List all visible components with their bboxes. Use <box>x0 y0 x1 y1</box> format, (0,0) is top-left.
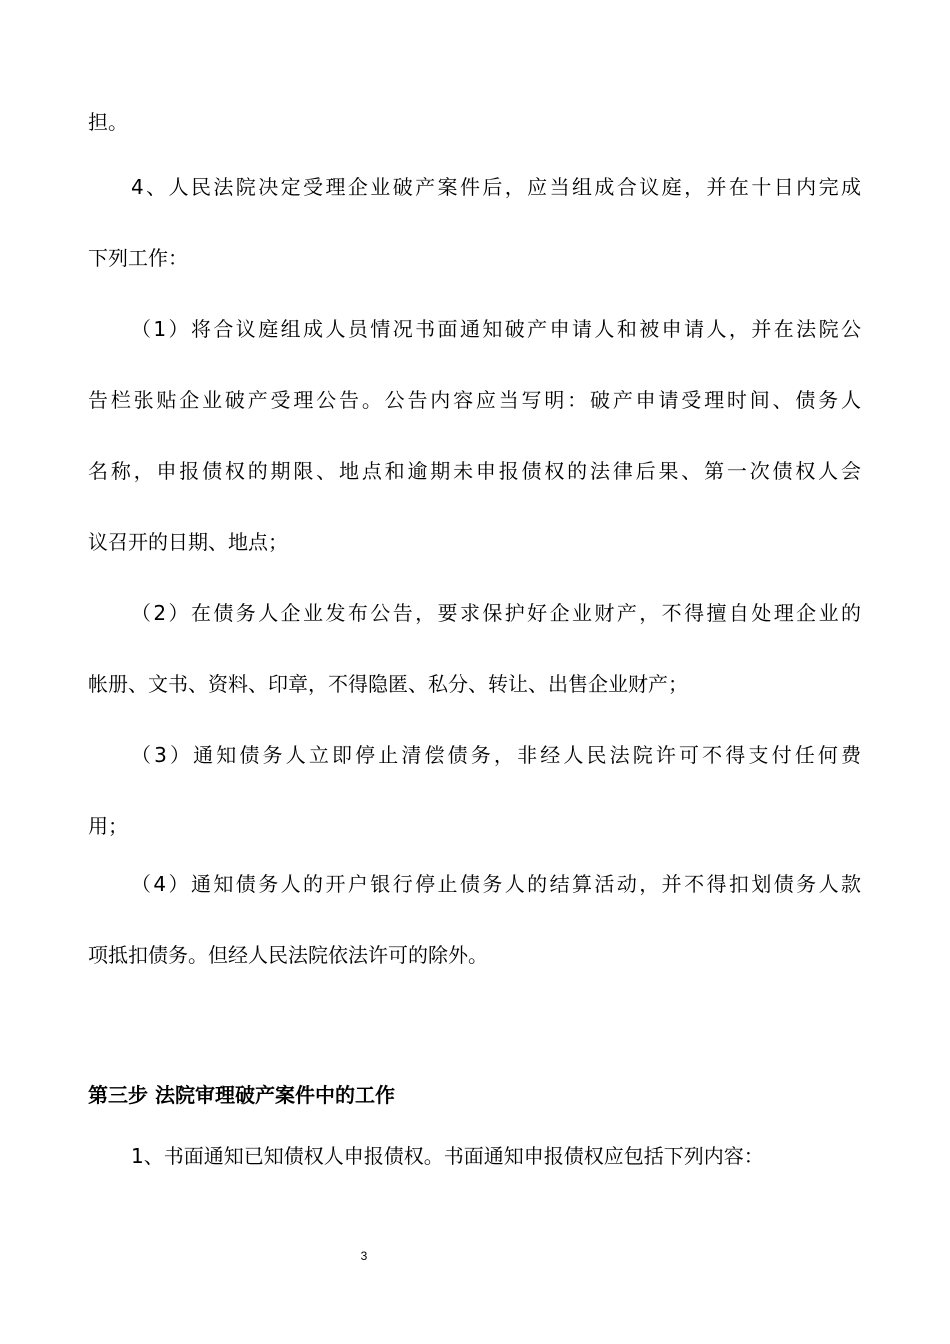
text-line <box>88 811 128 841</box>
text-line-content: 1、书面通知已知债权人申报债权。书面通知申报债权应包括下列内容： <box>131 1144 764 1168</box>
text-line <box>131 740 861 770</box>
text-line-content: （4）通知债务人的开户银行停止债务人的结算活动，并不得扣划债务人款 <box>131 872 861 896</box>
text-line <box>88 940 488 970</box>
text-line <box>88 456 861 486</box>
text-line-content: 帐册、文书、资料、印章，不得隐匿、私分、转让、出售企业财产； <box>88 672 688 696</box>
page-number: 3 <box>360 1249 368 1263</box>
text-line <box>88 385 861 415</box>
text-line <box>131 1141 764 1171</box>
text-line <box>88 107 128 137</box>
text-line <box>88 669 688 699</box>
text-line-content: （3）通知债务人立即停止清偿债务，非经人民法院许可不得支付任何费 <box>131 743 861 767</box>
text-line-content: 名称，申报债权的期限、地点和逾期未申报债权的法律后果、第一次债权人会 <box>88 459 861 483</box>
section-heading <box>88 1080 395 1110</box>
text-line <box>131 869 861 899</box>
text-line <box>88 527 288 557</box>
text-line-content: 担。 <box>88 110 128 134</box>
text-line <box>131 172 861 202</box>
text-line-content: 项抵扣债务。但经人民法院依法许可的除外。 <box>88 943 488 967</box>
text-line-content: 用； <box>88 814 128 838</box>
text-line-content: 4、人民法院决定受理企业破产案件后，应当组成合议庭，并在十日内完成 <box>131 175 861 199</box>
section-heading-text: 第三步 法院审理破产案件中的工作 <box>88 1083 395 1107</box>
text-line-content: 告栏张贴企业破产受理公告。公告内容应当写明：破产申请受理时间、债务人 <box>88 388 861 412</box>
text-line-content: 议召开的日期、地点； <box>88 530 288 554</box>
text-line-content: （2）在债务人企业发布公告，要求保护好企业财产，不得擅自处理企业的 <box>131 601 861 625</box>
text-line <box>131 314 861 344</box>
text-line-content: 下列工作： <box>88 246 188 270</box>
text-line <box>131 598 861 628</box>
text-line <box>88 243 188 273</box>
text-line-content: （1）将合议庭组成人员情况书面通知破产申请人和被申请人，并在法院公 <box>131 317 861 341</box>
